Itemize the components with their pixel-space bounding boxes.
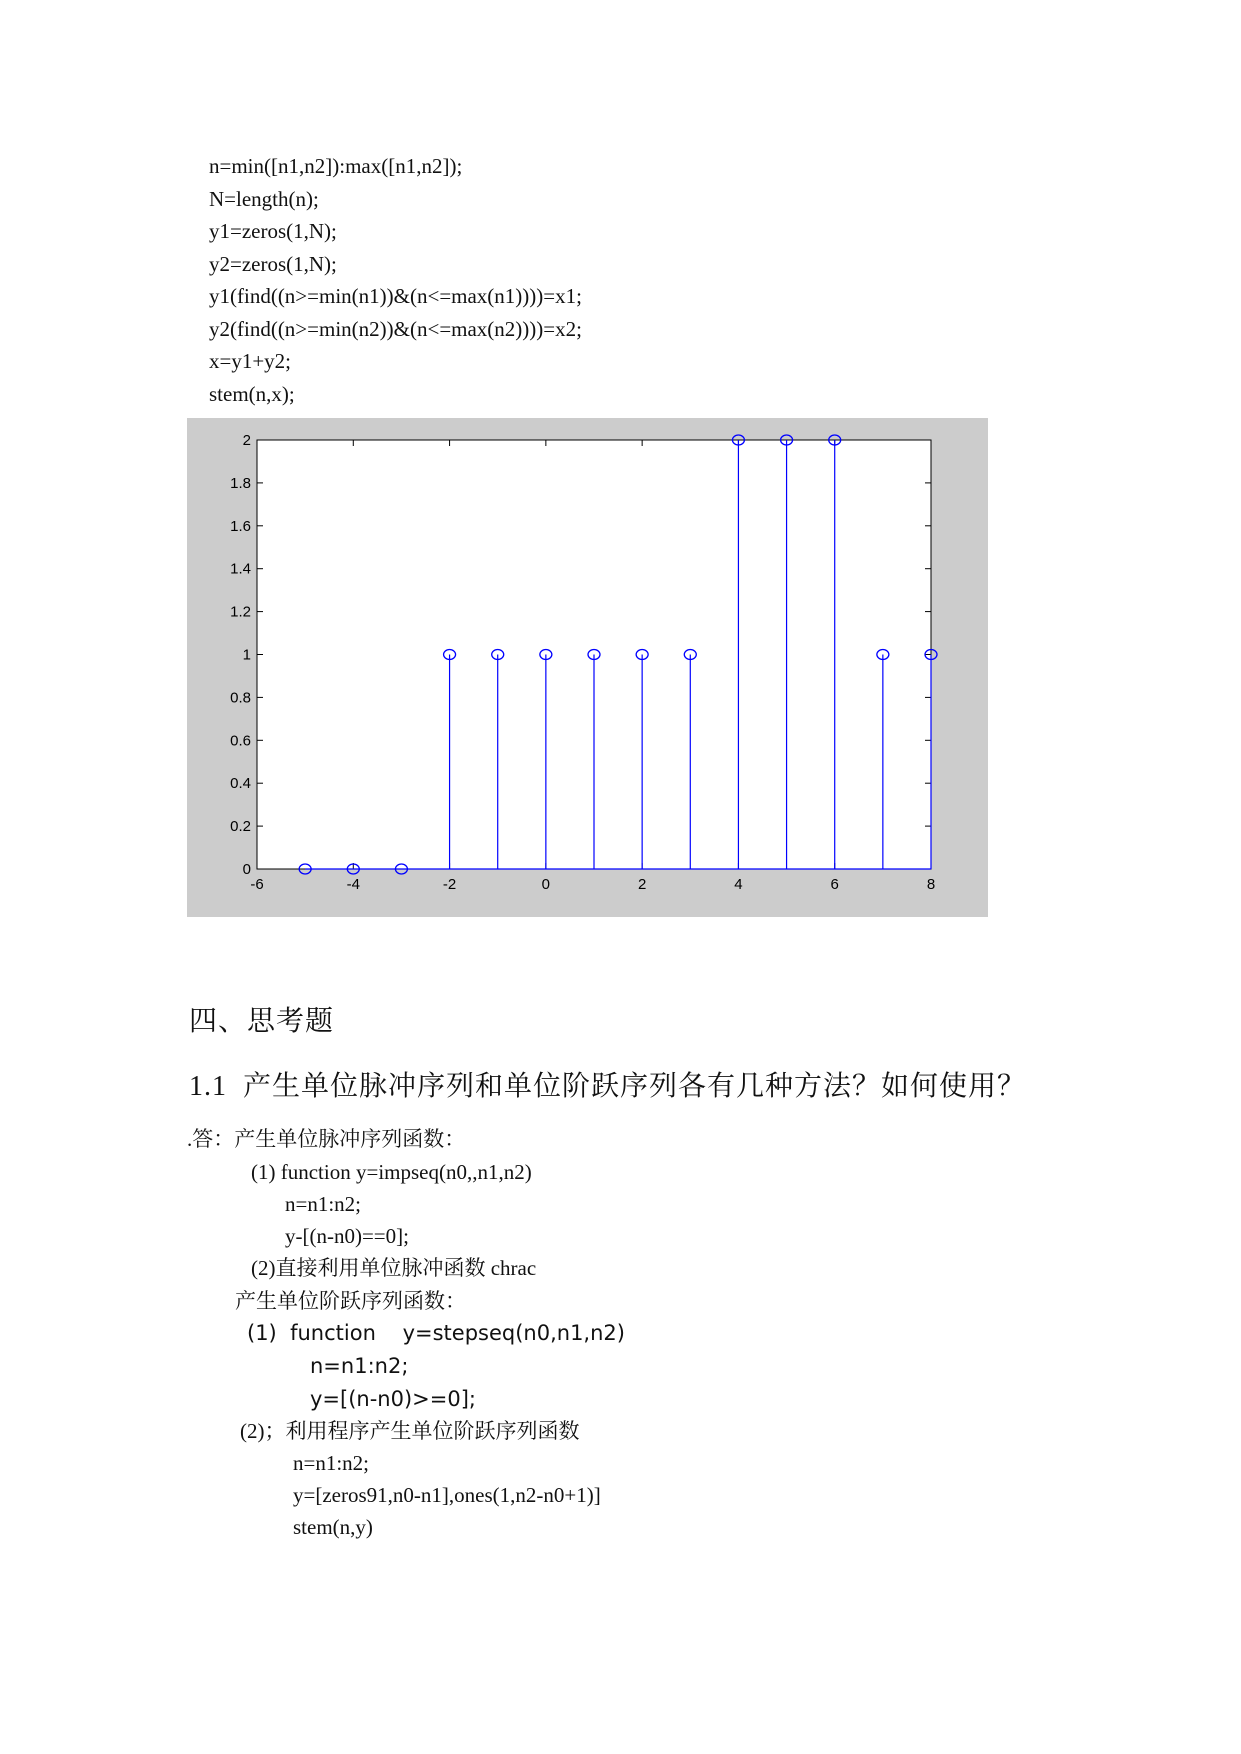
x-tick-label: 2 (637, 876, 647, 893)
impulse-method-1-code: n=n1:n2; (285, 1192, 362, 1216)
stem-plot (187, 418, 988, 917)
step-method-2: (2)；利用程序产生单位阶跃序列函数 (240, 1419, 580, 1443)
code-line: y2(find((n>=min(n2))&(n<=max(n2))))=x2; (209, 316, 582, 341)
x-tick-label: -6 (250, 876, 264, 893)
y-tick-label: 0.8 (230, 689, 251, 707)
impulse-method-2: (2)直接利用单位脉冲函数 chrac (251, 1256, 537, 1280)
impulse-method-1: (1) function y=impseq(n0,,n1,n2) (251, 1160, 532, 1184)
code-line: y2=zeros(1,N); (209, 251, 337, 276)
x-tick-label: -4 (346, 876, 360, 893)
step-method-2-code: stem(n,y) (293, 1515, 373, 1539)
stem-plot-figure (187, 418, 988, 917)
x-tick-label: -2 (442, 876, 457, 893)
x-tick-label: 6 (830, 876, 839, 893)
answer-intro: .答：产生单位脉冲序列函数： (187, 1127, 466, 1151)
code-line: y1(find((n>=min(n1))&(n<=max(n1))))=x1; (209, 284, 582, 308)
step-method-2-code: n=n1:n2; (293, 1451, 370, 1475)
code-line: stem(n,x); (209, 381, 295, 406)
y-tick-label: 1.2 (230, 603, 251, 621)
step-method-1-code: y=[(n-n0)>=0]; (310, 1387, 476, 1411)
code-listing (209, 150, 582, 410)
step-method-1-code: n=n1:n2; (310, 1354, 409, 1378)
y-tick-label: 1.8 (230, 474, 251, 492)
x-tick-label: 8 (926, 876, 936, 893)
x-tick-label: 0 (541, 876, 551, 893)
y-tick-label: 2 (242, 432, 251, 449)
code-line: y1=zeros(1,N); (209, 219, 337, 243)
section-heading: 四、思考题 (189, 1006, 335, 1037)
step-method-1: (1) function y=stepseq(n0,n1,n2) (247, 1321, 625, 1345)
y-tick-label: 0 (242, 861, 251, 878)
step-intro: 产生单位阶跃序列函数： (235, 1289, 466, 1313)
impulse-method-1-code: y-[(n-n0)==0]; (285, 1224, 409, 1248)
x-tick-label: 4 (734, 876, 743, 893)
y-tick-label: 1 (242, 646, 251, 664)
y-tick-label: 1.6 (230, 517, 251, 535)
code-line: n=min([n1,n2]):max([n1,n2]); (209, 154, 463, 178)
y-tick-label: 0.4 (230, 775, 251, 793)
question-heading: 1.1 产生单位脉冲序列和单位阶跃序列各有几种方法？如何使用？ (189, 1071, 1027, 1102)
y-tick-label: 1.4 (230, 560, 251, 578)
code-line: x=y1+y2; (209, 349, 292, 373)
y-tick-label: 0.2 (230, 818, 251, 836)
step-method-2-code: y=[zeros91,n0-n1],ones(1,n2-n0+1)] (293, 1483, 601, 1507)
y-tick-label: 0.6 (230, 732, 251, 750)
code-line: N=length(n); (209, 186, 319, 211)
